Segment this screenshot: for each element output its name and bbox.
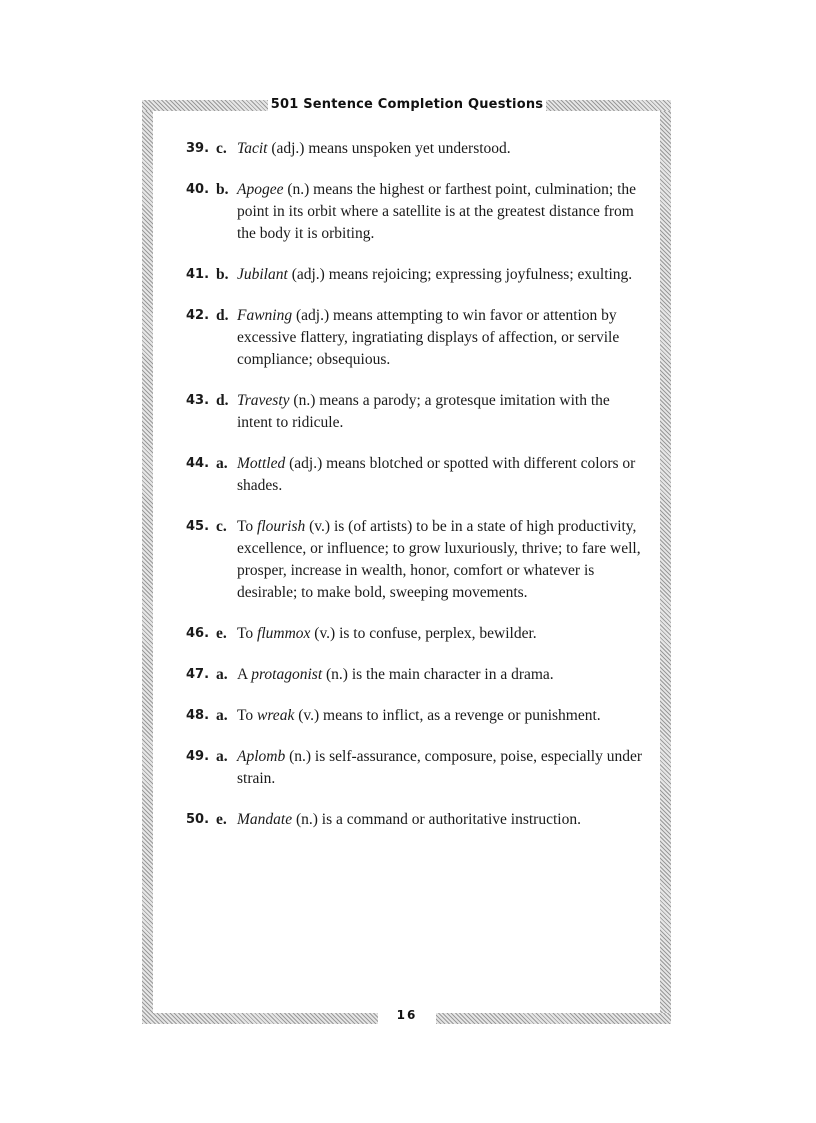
text-before-term: A xyxy=(237,666,252,683)
answer-entry xyxy=(186,809,646,831)
question-number: 43. xyxy=(186,393,210,408)
answer-entry xyxy=(186,623,646,645)
frame-border-bottom-left xyxy=(142,1013,378,1024)
vocab-term: Tacit xyxy=(237,140,268,157)
vocab-term: flummox xyxy=(257,625,311,642)
vocab-term: Mandate xyxy=(237,811,293,828)
frame-border-top-right xyxy=(546,100,671,111)
answer-letter: d. xyxy=(216,392,229,409)
question-number: 48. xyxy=(186,708,210,723)
vocab-term: Jubilant xyxy=(237,266,288,283)
answer-letter: b. xyxy=(216,266,229,283)
answer-letter: c. xyxy=(216,518,227,535)
answer-entry xyxy=(186,138,646,160)
definition-text: (n.) means the highest or farthest point, culmination; the point in its orbit where a satellite is at the greatest distance from the body it is orbiting. xyxy=(237,181,637,242)
answer-entry xyxy=(186,264,646,286)
question-number: 41. xyxy=(186,267,210,282)
answer-list xyxy=(186,138,646,850)
vocab-term: wreak xyxy=(257,707,295,724)
vocab-term: protagonist xyxy=(251,666,323,683)
definition-text: (v.) is to confuse, perplex, bewilder. xyxy=(310,625,537,642)
page-number: 16 xyxy=(396,1008,418,1022)
answer-entry xyxy=(186,746,646,790)
definition-text: (n.) is self-assurance, composure, poise, especially under strain. xyxy=(237,748,643,787)
question-number: 40. xyxy=(186,182,210,197)
answer-entry xyxy=(186,390,646,434)
definition-text: (adj.) means attempting to win favor or attention by excessive flattery, ingratiating displays of affection, or servile compliance; obsequious. xyxy=(237,307,620,368)
answer-letter: a. xyxy=(216,707,228,724)
answer-letter: a. xyxy=(216,455,228,472)
definition-text: (v.) means to inflict, as a revenge or punishment. xyxy=(294,707,601,724)
frame-border-bottom-right xyxy=(436,1013,671,1024)
answer-letter: c. xyxy=(216,140,227,157)
answer-letter: e. xyxy=(216,625,227,642)
text-before-term: To xyxy=(237,518,258,535)
question-number: 49. xyxy=(186,749,210,764)
question-number: 47. xyxy=(186,667,210,682)
answer-entry xyxy=(186,705,646,727)
answer-entry xyxy=(186,453,646,497)
answer-entry xyxy=(186,179,646,245)
vocab-term: Aplomb xyxy=(237,748,286,765)
answer-letter: a. xyxy=(216,748,228,765)
question-number: 42. xyxy=(186,308,210,323)
vocab-term: Apogee xyxy=(237,181,284,198)
answer-entry xyxy=(186,516,646,604)
question-number: 50. xyxy=(186,812,210,827)
definition-text: (adj.) means blotched or spotted with different colors or shades. xyxy=(237,455,636,494)
question-number: 44. xyxy=(186,456,210,471)
vocab-term: Fawning xyxy=(237,307,293,324)
answer-letter: b. xyxy=(216,181,229,198)
answer-letter: d. xyxy=(216,307,229,324)
vocab-term: Mottled xyxy=(237,455,286,472)
definition-text: (n.) is a command or authoritative instruction. xyxy=(292,811,581,828)
definition-text: (v.) is (of artists) to be in a state of high productivity, excellence, or influence; to grow luxuriously, thrive; to fare well, prosper, increase in wealth, honor, comfort or whatever is desirable; to make bold, sweeping movements. xyxy=(237,518,641,601)
text-before-term: To xyxy=(237,707,258,724)
page-title: 501 Sentence Completion Questions xyxy=(270,97,544,112)
answer-entry xyxy=(186,664,646,686)
vocab-term: Travesty xyxy=(237,392,290,409)
vocab-term: flourish xyxy=(257,518,306,535)
definition-text: (n.) is the main character in a drama. xyxy=(322,666,554,683)
answer-letter: a. xyxy=(216,666,228,683)
definition-text: (n.) means a parody; a grotesque imitation with the intent to ridicule. xyxy=(237,392,610,431)
frame-border-left xyxy=(142,100,153,1024)
frame-border-top-left xyxy=(142,100,268,111)
question-number: 39. xyxy=(186,141,210,156)
frame-border-right xyxy=(660,100,671,1024)
answer-letter: e. xyxy=(216,811,227,828)
text-before-term: To xyxy=(237,625,258,642)
definition-text: (adj.) means unspoken yet understood. xyxy=(267,140,511,157)
answer-entry xyxy=(186,305,646,371)
definition-text: (adj.) means rejoicing; expressing joyfulness; exulting. xyxy=(287,266,633,283)
question-number: 45. xyxy=(186,519,210,534)
question-number: 46. xyxy=(186,626,210,641)
